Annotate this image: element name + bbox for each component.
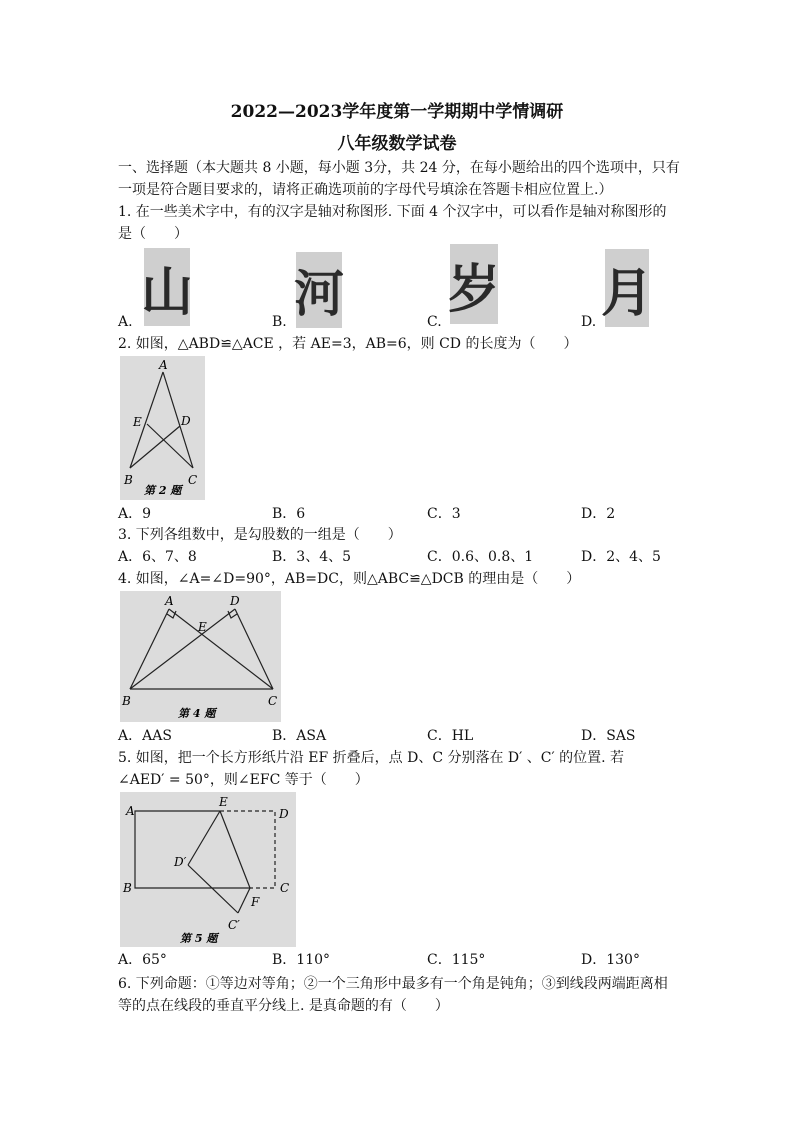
q4-option-a[interactable]: A．AAS bbox=[118, 728, 172, 744]
q4-label-e: E bbox=[198, 620, 207, 634]
q1-option-a[interactable]: A. bbox=[118, 314, 133, 330]
q1-option-c[interactable]: C. bbox=[427, 314, 442, 330]
q3-option-b[interactable]: B．3、4、5 bbox=[272, 549, 352, 565]
q5-label-e: E bbox=[219, 795, 228, 809]
q2-caption: 第 2 题 bbox=[144, 484, 182, 497]
q1-char-image-c bbox=[448, 244, 501, 324]
q2-option-d[interactable]: D．2 bbox=[581, 506, 616, 522]
q2-option-b[interactable]: B．6 bbox=[272, 506, 306, 522]
q4-label-a: A bbox=[165, 594, 174, 608]
q3-option-c[interactable]: C．0.6、0.8、1 bbox=[427, 549, 534, 565]
q4-caption: 第 4 题 bbox=[178, 707, 216, 720]
q5-label-f: F bbox=[251, 895, 260, 909]
q5-option-a[interactable]: A．65° bbox=[118, 952, 167, 968]
q4-figure bbox=[120, 591, 281, 722]
q2-label-d: D bbox=[181, 414, 191, 428]
q5-figure bbox=[120, 792, 296, 947]
q1-char-d: 月 bbox=[601, 263, 654, 324]
q1-char-b: 河 bbox=[294, 265, 344, 323]
q4-option-d[interactable]: D．SAS bbox=[581, 728, 636, 744]
q2-label-c: C bbox=[188, 473, 198, 487]
q4-option-c[interactable]: C．HL bbox=[427, 728, 474, 744]
q4-label-d: D bbox=[230, 594, 240, 608]
q2-label-a: A bbox=[159, 358, 168, 372]
q5-option-b[interactable]: B．110° bbox=[272, 952, 331, 968]
q1-char-image-d bbox=[601, 249, 654, 327]
q6-stem-line2: 等的点在线段的垂直平分线上. 是真命题的有（ ） bbox=[118, 998, 449, 1014]
q5-option-c[interactable]: C．115° bbox=[427, 952, 486, 968]
q5-label-c-prime: C′ bbox=[228, 918, 240, 932]
q5-figure-svg bbox=[120, 792, 296, 947]
q5-label-a: A bbox=[126, 804, 135, 818]
q5-label-d: D bbox=[279, 807, 289, 821]
q5-label-c: C bbox=[280, 881, 290, 895]
q1-stem-line2: 是（ ） bbox=[118, 226, 188, 242]
q3-stem: 3. 下列各组数中，是勾股数的一组是（ ） bbox=[118, 527, 402, 543]
q1-char-image-b bbox=[296, 252, 342, 328]
q2-option-a[interactable]: A．9 bbox=[118, 506, 152, 522]
q4-label-c: C bbox=[268, 694, 278, 708]
q2-label-b: B bbox=[124, 473, 133, 487]
q1-char-a: 山 bbox=[141, 262, 194, 323]
q6-stem-line1: 6. 下列命题：①等边对等角；②一个三角形中最多有一个角是钝角；③到线段两端距离相 bbox=[118, 976, 668, 992]
q3-option-a[interactable]: A．6、7、8 bbox=[118, 549, 197, 565]
q2-figure bbox=[120, 356, 205, 500]
q1-stem-line1: 1. 在一些美术字中，有的汉字是轴对称图形. 下面 4 个汉字中，可以看作是轴对称图形的 bbox=[118, 204, 667, 220]
q4-option-b[interactable]: B．ASA bbox=[272, 728, 327, 744]
section-instruction-line1: 一、选择题（本大题共 8 小题，每小题 3分，共 24 分，在每小题给出的四个选项中，只有 bbox=[118, 160, 680, 176]
q1-option-d[interactable]: D. bbox=[581, 314, 597, 330]
q5-stem-line2: ∠AED′ = 50°，则∠EFC 等于（ ） bbox=[118, 772, 369, 788]
q2-stem: 2. 如图，△ABD≌△ACE ，若 AE=3，AB=6，则 CD 的长度为（ ） bbox=[118, 336, 578, 352]
q1-option-b[interactable]: B. bbox=[272, 314, 287, 330]
q5-caption: 第 5 题 bbox=[180, 932, 218, 945]
q2-option-c[interactable]: C．3 bbox=[427, 506, 461, 522]
q5-stem-line1: 5. 如图，把一个长方形纸片沿 EF 折叠后，点 D、C 分别落在 D′ 、C′ 的位置. 若 bbox=[118, 750, 625, 766]
section-instruction-line2: 一项是符合题目要求的，请将正确选项前的字母代号填涂在答题卡相应位置上.） bbox=[118, 182, 613, 198]
q2-label-e: E bbox=[133, 415, 142, 429]
q5-label-b: B bbox=[123, 881, 132, 895]
exam-title: 2022—2023学年度第一学期期中学情调研 bbox=[230, 102, 564, 122]
q2-figure-svg bbox=[120, 356, 205, 500]
q4-stem: 4. 如图，∠A=∠D=90°，AB=DC，则△ABC≌△DCB 的理由是（ ） bbox=[118, 571, 581, 587]
q1-char-image-a bbox=[141, 248, 194, 326]
q5-option-d[interactable]: D．130° bbox=[581, 952, 640, 968]
exam-subtitle: 八年级数学试卷 bbox=[337, 134, 457, 154]
q3-option-d[interactable]: D．2、4、5 bbox=[581, 549, 661, 565]
q4-label-b: B bbox=[122, 694, 131, 708]
q1-char-c: 岁 bbox=[448, 259, 501, 320]
q4-figure-svg bbox=[120, 591, 281, 722]
q5-label-d-prime: D′ bbox=[174, 855, 187, 869]
